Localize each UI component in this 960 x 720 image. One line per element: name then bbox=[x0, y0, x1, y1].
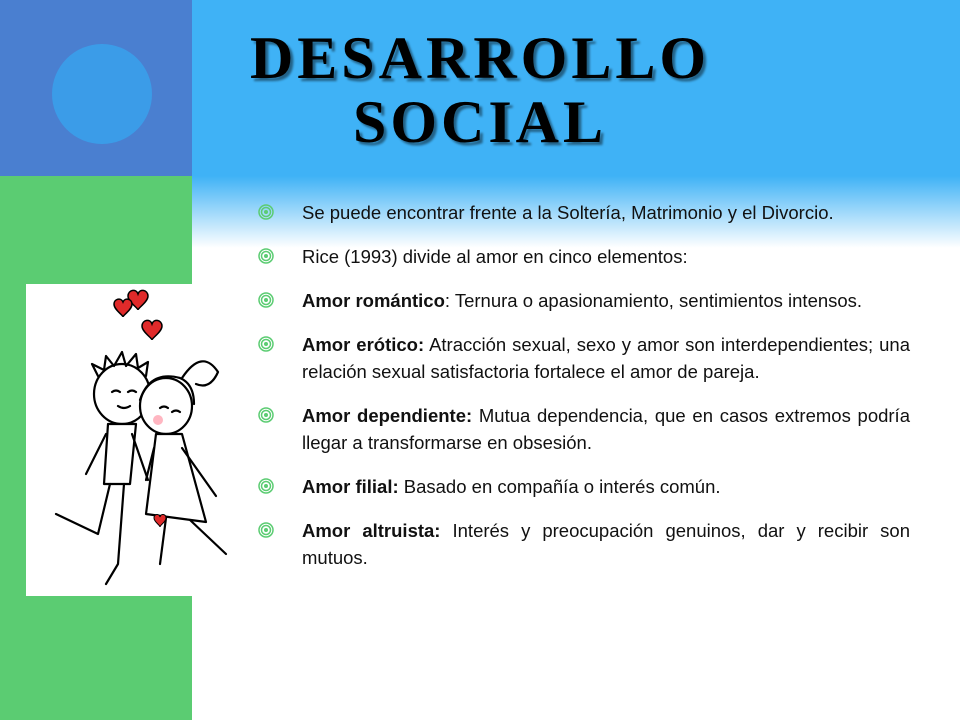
bullet-text: : Ternura o apasionamiento, sentimientos intensos. bbox=[444, 290, 863, 311]
bullet-term: Amor filial: bbox=[302, 476, 399, 497]
bullet-term: Amor erótico: bbox=[302, 334, 425, 355]
bullet-term: Amor romántico bbox=[302, 290, 445, 311]
bullet-term: Amor altruista: bbox=[302, 520, 441, 541]
concentric-circle-bullet-icon bbox=[258, 522, 274, 538]
slide-title-line-2: SOCIAL bbox=[352, 89, 608, 155]
concentric-circle-bullet-icon bbox=[258, 407, 274, 423]
bullet-list bbox=[258, 199, 910, 588]
list-item bbox=[258, 199, 910, 226]
bullet-text: Atracción sexual, sexo y amor son interdependientes; una relación sexual satisfactoria fortalece el amor de pareja. bbox=[302, 334, 910, 382]
list-item bbox=[258, 473, 910, 500]
list-item bbox=[258, 517, 910, 571]
concentric-circle-bullet-icon bbox=[258, 336, 274, 352]
list-item bbox=[258, 331, 910, 385]
concentric-circle-bullet-icon bbox=[258, 478, 274, 494]
bullet-text: Mutua dependencia, que en casos extremos podría llegar a transformarse en obsesión. bbox=[302, 405, 910, 453]
heart-icon bbox=[114, 299, 132, 317]
couple-illustration bbox=[26, 284, 244, 596]
girl-figure bbox=[140, 361, 226, 564]
heart-icon bbox=[142, 320, 162, 340]
bullet-text: Se puede encontrar frente a la Soltería, Matrimonio y el Divorcio. bbox=[302, 202, 834, 223]
boy-figure bbox=[56, 352, 150, 584]
bullet-text: Rice (1993) divide al amor en cinco elementos: bbox=[302, 246, 688, 267]
decorative-circle bbox=[52, 44, 152, 144]
slide-title-line-1: DESARROLLO bbox=[249, 25, 711, 91]
concentric-circle-bullet-icon bbox=[258, 204, 274, 220]
concentric-circle-bullet-icon bbox=[258, 248, 274, 264]
bullet-term: Amor dependiente: bbox=[302, 405, 473, 426]
couple-with-hearts-icon bbox=[26, 284, 244, 596]
list-item bbox=[258, 402, 910, 456]
slide-title bbox=[192, 26, 768, 154]
bullet-text: Interés y preocupación genuinos, dar y recibir son mutuos. bbox=[302, 520, 910, 568]
bullet-text: Basado en compañía o interés común. bbox=[398, 476, 721, 497]
list-item bbox=[258, 243, 910, 270]
concentric-circle-bullet-icon bbox=[258, 292, 274, 308]
list-item bbox=[258, 287, 910, 314]
